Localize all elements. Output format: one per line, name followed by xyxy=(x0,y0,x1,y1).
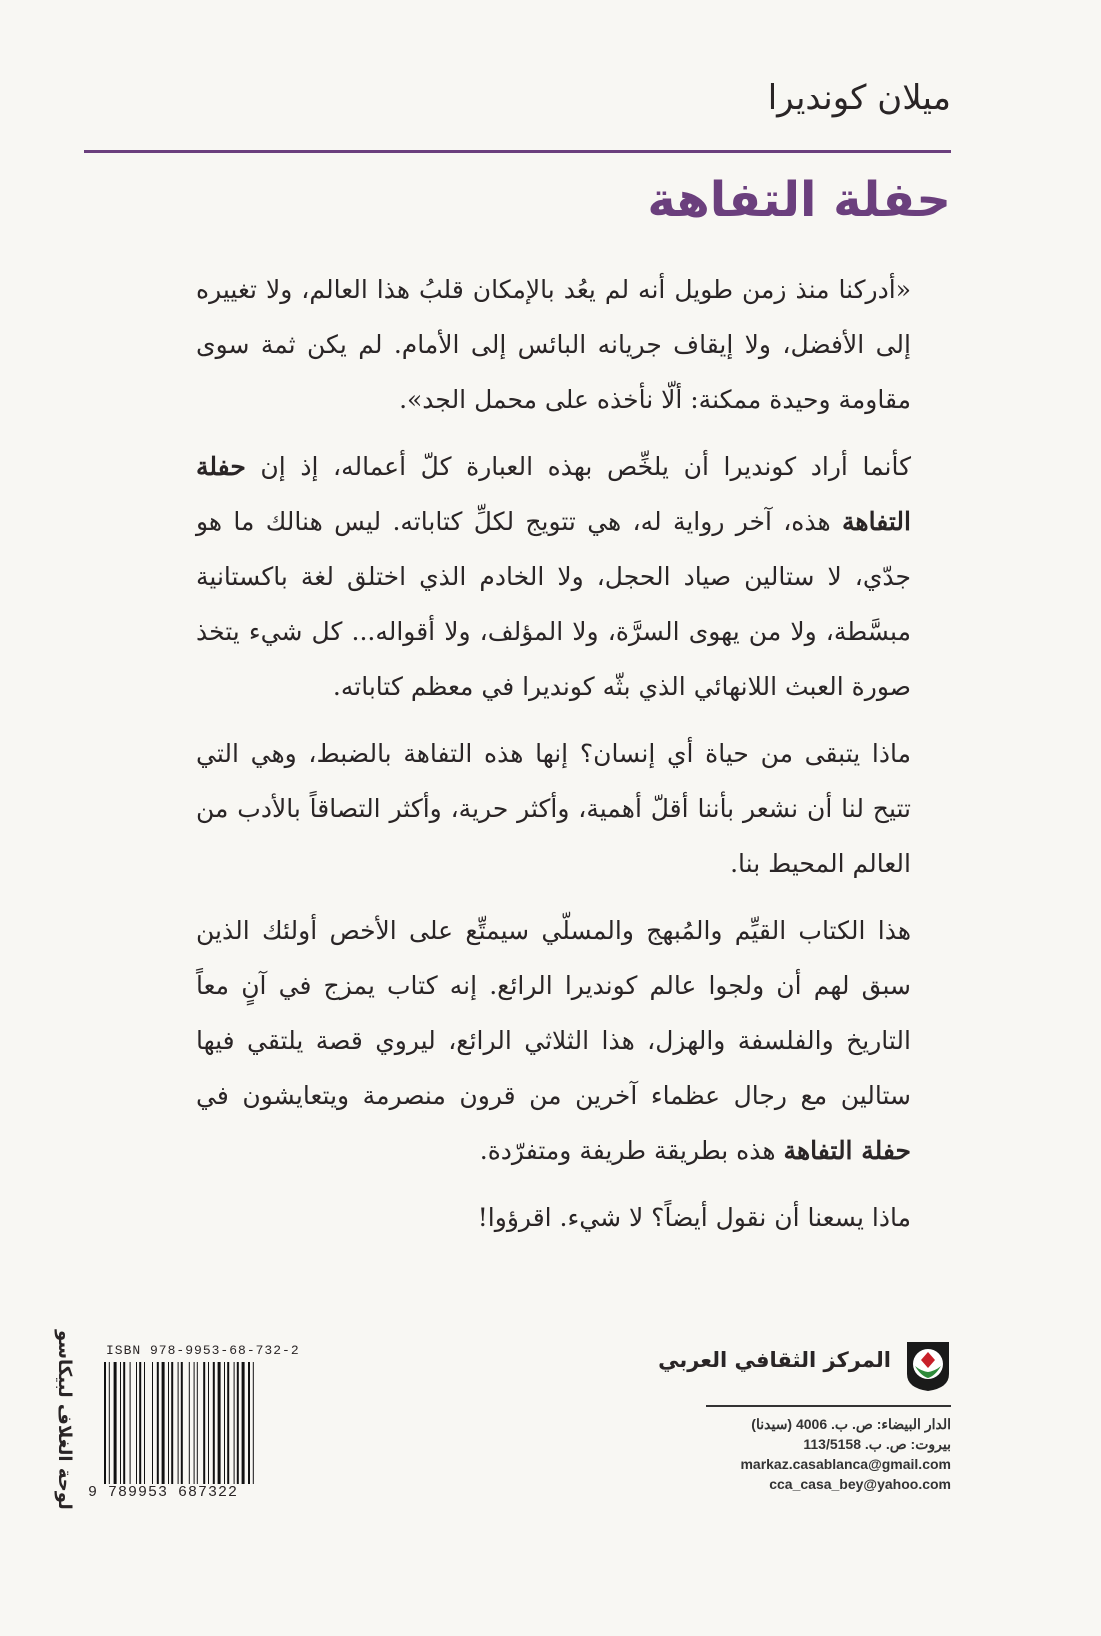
barcode xyxy=(104,1362,296,1484)
isbn-label: ISBN 978-9953-68-732-2 xyxy=(106,1343,300,1358)
paragraph xyxy=(196,1190,951,1245)
barcode-bar xyxy=(114,1362,117,1484)
barcode-bar xyxy=(213,1362,215,1484)
title-divider xyxy=(84,150,951,153)
barcode-bar xyxy=(227,1362,229,1484)
blurb xyxy=(196,262,951,1257)
barcode-bar xyxy=(197,1362,198,1484)
barcode-bar xyxy=(109,1362,110,1484)
barcode-bar xyxy=(104,1362,106,1484)
paragraph xyxy=(196,439,951,714)
barcode-bar xyxy=(120,1362,121,1484)
cover-credit: لوحة الغلاف لبيكاسو xyxy=(54,1330,75,1510)
address-beirut: بيروت: ص. ب. 113/5158 xyxy=(803,1436,951,1452)
text: كأنما أراد كونديرا أن يلخِّص بهذه العبارة كلّ أعماله، إذ إن xyxy=(245,452,911,481)
text: هذه، آخر رواية له، هي تتويج لكلِّ كتاباته. ليس هنالك ما هو جدّي، لا ستالين صياد الحجل، ولا الخادم الذي اختلق لغة باكستانية مبسَّطة، ولا من يهوى السرَّة، ولا المؤلف، ولا أقواله... كل شيء يتخذ صورة العبث اللانهائي الذي بثّه كونديرا في معظم كتاباته. xyxy=(196,507,911,701)
text: هذه بطريقة طريفة ومتفرّدة. xyxy=(479,1136,784,1165)
barcode-bar xyxy=(208,1362,209,1484)
barcode-bar xyxy=(253,1362,254,1484)
paragraph xyxy=(196,903,951,1178)
paragraph xyxy=(196,262,951,427)
barcode-bar xyxy=(248,1362,250,1484)
publisher-divider xyxy=(706,1405,951,1407)
barcode-bar xyxy=(171,1362,173,1484)
barcode-bar xyxy=(139,1362,141,1484)
email-1: markaz.casablanca@gmail.com xyxy=(740,1456,951,1472)
barcode-bar xyxy=(144,1362,145,1484)
barcode-bar xyxy=(237,1362,239,1484)
author-name: ميلان كونديرا xyxy=(767,78,951,118)
barcode-bar xyxy=(234,1362,235,1484)
barcode-bar xyxy=(181,1362,183,1484)
bold-title: حفلة التفاهة xyxy=(783,1136,911,1165)
barcode-bar xyxy=(130,1362,131,1484)
barcode-bar xyxy=(136,1362,137,1484)
text: هذا الكتاب القيِّم والمُبهج والمسلّي سيمتِّع على الأخص أولئك الذين سبق لهم أن ولجوا عالم كونديرا الرائع. إنه كتاب يمزج في آنٍ معاً التاريخ والفلسفة والهزل، هذا الثلاثي الرائع، ليروي قصة يلتقي فيها ستالين مع رجال عظماء آخرين من قرون منصرمة ويتعايشون في xyxy=(196,916,911,1110)
barcode-bar xyxy=(178,1362,179,1484)
barcode-digits: 9 789953 687322 xyxy=(88,1484,239,1501)
text: ماذا يسعنا أن نقول أيضاً؟ لا شيء. اقرؤوا! xyxy=(477,1203,911,1232)
barcode-bar xyxy=(203,1362,205,1484)
paragraph xyxy=(196,726,951,891)
publisher-logo-icon xyxy=(905,1340,951,1392)
barcode-bar xyxy=(152,1362,153,1484)
barcode-bar xyxy=(162,1362,165,1484)
address-casablanca: الدار البيضاء: ص. ب. 4006 (سيدنا) xyxy=(751,1416,951,1432)
publisher-address xyxy=(740,1414,951,1494)
email-2: cca_casa_bey@yahoo.com xyxy=(769,1476,951,1492)
text: «أدركنا منذ زمن طويل أنه لم يعُد بالإمكان قلبُ هذا العالم، ولا تغييره إلى الأفضل، ولا إيقاف جريانه البائس إلى الأمام. لم يكن ثمة سوى مقاومة وحيدة ممكنة: ألّا نأخذه على محمل الجد». xyxy=(196,275,911,414)
barcode-bar xyxy=(194,1362,195,1484)
barcode-bar xyxy=(224,1362,225,1484)
book-title: حفلة التفاهة xyxy=(647,172,951,228)
barcode-bar xyxy=(168,1362,169,1484)
barcode-bar xyxy=(242,1362,245,1484)
barcode-bar xyxy=(189,1362,190,1484)
publisher-name: المركز الثقافي العربي xyxy=(658,1348,891,1372)
barcode-bar xyxy=(123,1362,125,1484)
bold-title: حفلة التفاهة xyxy=(196,452,911,536)
text: ماذا يتبقى من حياة أي إنسان؟ إنها هذه التفاهة بالضبط، وهي التي تتيح لنا أن نشعر بأننا أقلّ أهمية، وأكثر حرية، وأكثر التصاقاً بالأدب من العالم المحيط بنا. xyxy=(196,739,911,878)
barcode-bar xyxy=(157,1362,159,1484)
barcode-bar xyxy=(218,1362,221,1484)
